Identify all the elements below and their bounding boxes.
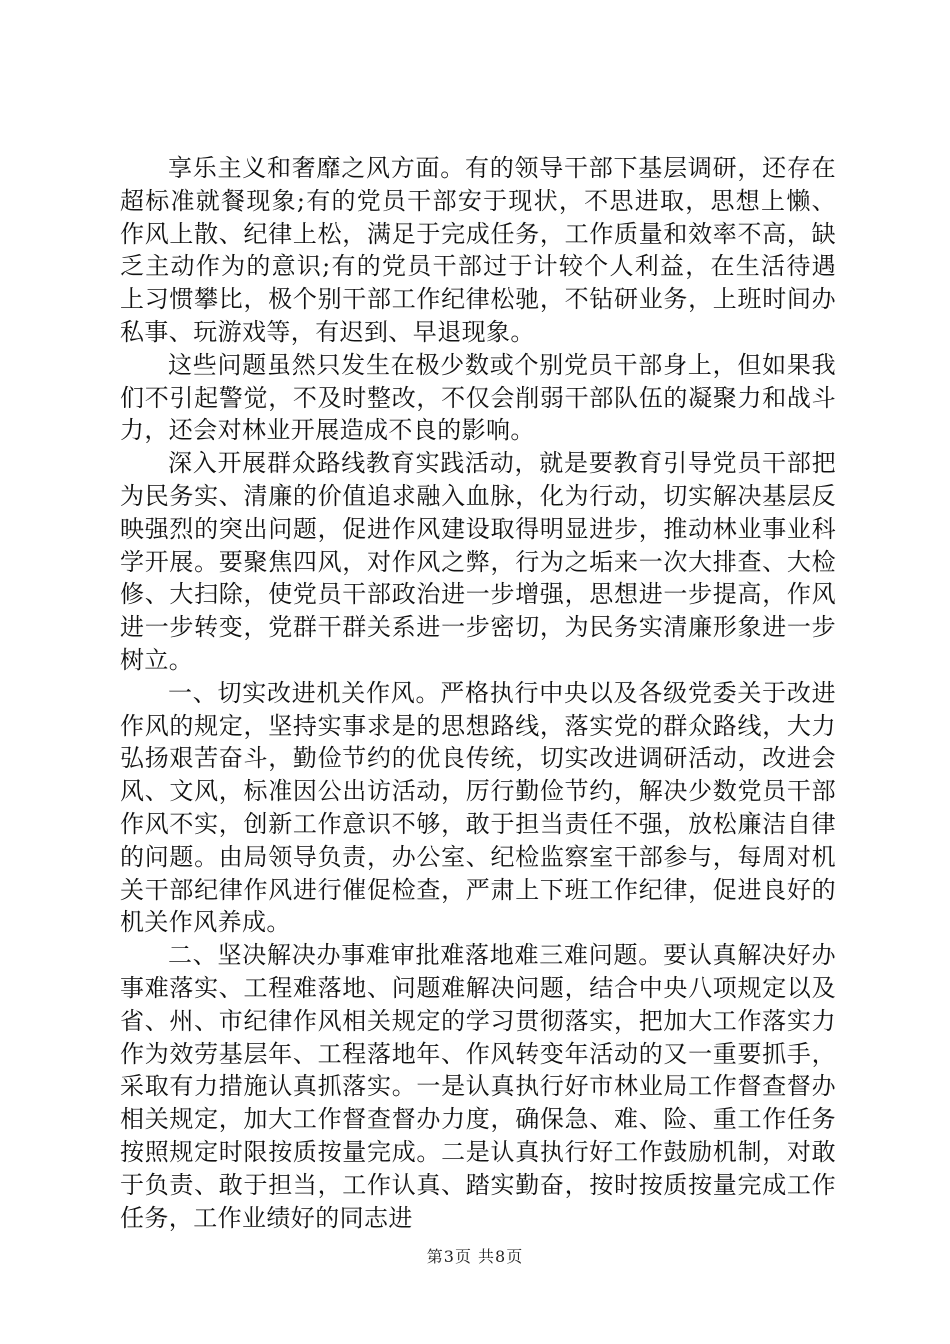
paragraph-3: 深入开展群众路线教育实践活动，就是要教育引导党员干部把为民务实、清廉的价值追求融入血脉，化为行动，切实解决基层反映强烈的突出问题，促进作风建设取得明显进步，推动林业事业科学开展。要聚焦四风，对作风之弊，行为之垢来一次大排查、大检修、大扫除，使党员干部政治进一步增强，思想进一步提高，作风进一步转变，党群干群关系进一步密切，为民务实清廉形象进一步树立。 <box>120 449 836 674</box>
paragraph-2: 这些问题虽然只发生在极少数或个别党员干部身上，但如果我们不引起警觉，不及时整改，不仅会削弱干部队伍的凝聚力和战斗力，还会对林业开展造成不良的影响。 <box>120 350 836 445</box>
paragraph-5: 二、坚决解决办事难审批难落地难三难问题。要认真解决好办事难落实、工程难落地、问题难解决问题，结合中央八项规定以及省、州、市纪律作风相关规定的学习贯彻落实，把加大工作落实力作为效劳基层年、工程落地年、作风转变年活动的又一重要抓手，采取有力措施认真抓落实。一是认真执行好市林业局工作督查督办相关规定，加大工作督查督办力度，确保急、难、险、重工作任务按照规定时限按质按量完成。二是认真执行好工作鼓励机制，对敢于负责、敢于担当，工作认真、踏实勤奋，按时按质按量完成工作任务，工作业绩好的同志进 <box>120 941 836 1232</box>
document-body <box>120 152 836 1234</box>
paragraph-4: 一、切实改进机关作风。严格执行中央以及各级党委关于改进作风的规定，坚持实事求是的思想路线，落实党的群众路线，大力弘扬艰苦奋斗，勤俭节约的优良传统，切实改进调研活动，改进会风、文风，标准因公出访活动，厉行勤俭节约，解决少数党员干部作风不实，创新工作意识不够，敢于担当责任不强，放松廉洁自律的问题。由局领导负责，办公室、纪检监察室干部参与，每周对机关干部纪律作风进行催促检查，严肃上下班工作纪律，促进良好的机关作风养成。 <box>120 678 836 937</box>
page-footer: 第3页 共8页 <box>426 1247 524 1266</box>
paragraph-1: 享乐主义和奢靡之风方面。有的领导干部下基层调研，还存在超标准就餐现象;有的党员干部安于现状，不思进取，思想上懒、作风上散、纪律上松，满足于完成任务，工作质量和效率不高，缺乏主动作为的意识;有的党员干部过于计较个人利益，在生活待遇上习惯攀比，极个别干部工作纪律松驰，不钻研业务，上班时间办私事、玩游戏等，有迟到、早退现象。 <box>120 154 836 346</box>
